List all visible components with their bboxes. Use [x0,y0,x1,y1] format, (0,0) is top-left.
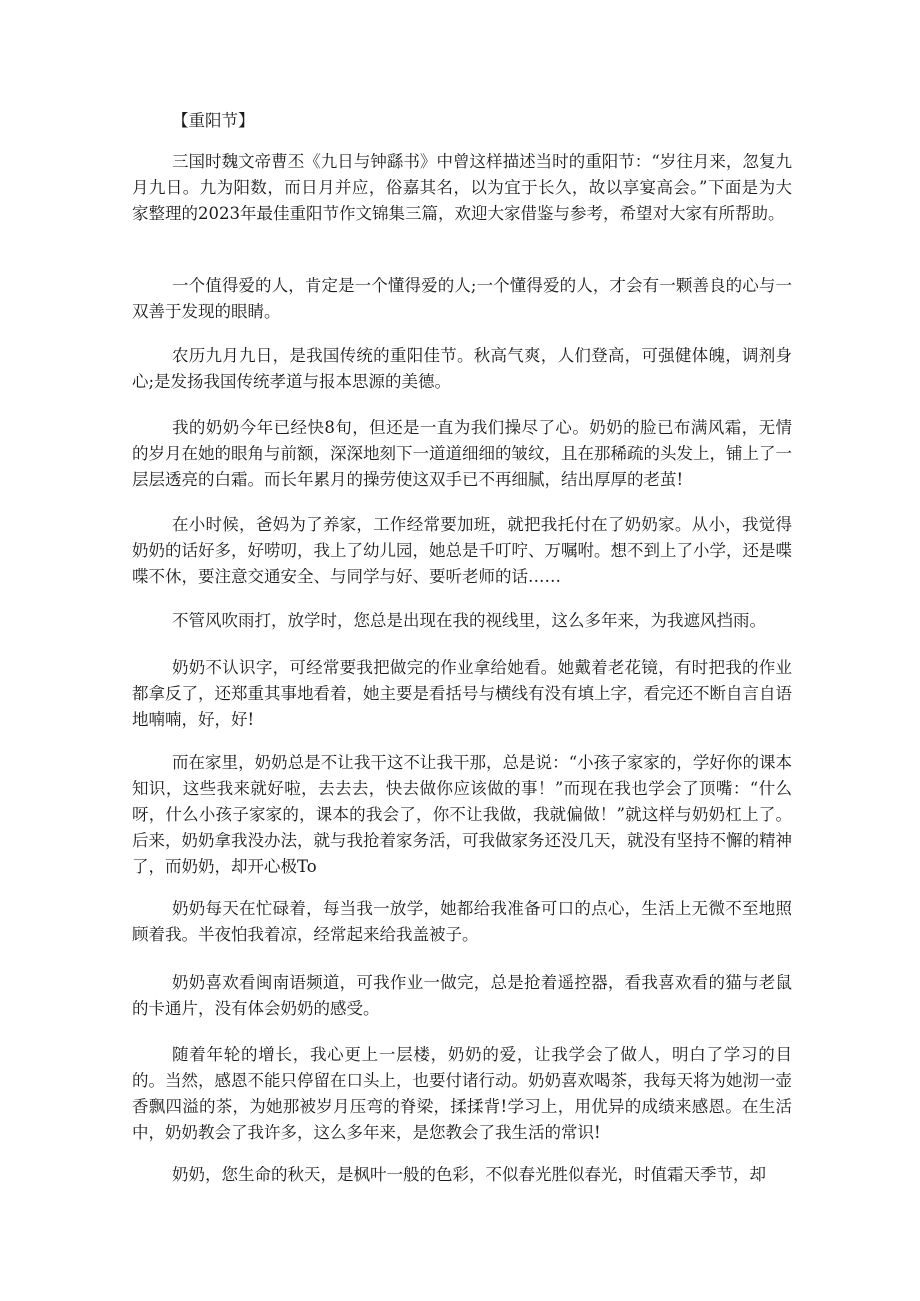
paragraph-10: 奶奶喜欢看闽南语频道，可我作业一做完，总是抢着遥控器，看我喜欢看的猫与老鼠的卡通片，没有体会奶奶的感受。 [132,973,792,1018]
paragraph-5: 在小时候，爸妈为了养家，工作经常要加班，就把我托付在了奶奶家。从小，我觉得奶奶的话好多，好唠叨，我上了幼儿园，她总是千叮咛、万嘱咐。想不到上了小学，还是喋喋不休，要注意交通安全、与同学与好、要听老师的话…… [132,515,792,586]
paragraph-6: 不管风吹雨打，放学时，您总是出现在我的视线里，这么多年来，为我遮风挡雨。 [172,611,766,630]
paragraph-intro: 三国时魏文帝曹丕《九日与钟繇书》中曾这样描述当时的重阳节：“岁往月来，忽复九月九日。九为阳数，而日月并应，俗嘉其名，以为宜于长久，故以享宴高会。”下面是为大家整理的2023年最佳重阳节作文锦集三篇，欢迎大家借鉴与参考，希望对大家有所帮助。 [132,152,792,223]
paragraph-7: 奶奶不认识字，可经常要我把做完的作业拿给她看。她戴着老花镜，有时把我的作业都拿反了，还郑重其事地看着，她主要是看括号与横线有没有填上字，看完还不断自言自语地喃喃，好，好! [132,658,792,729]
paragraph-11: 随着年轮的增长，我心更上一层楼，奶奶的爱，让我学会了做人，明白了学习的目的。当然，感恩不能只停留在口头上，也要付诸行动。奶奶喜欢喝茶，我每天将为她沏一壶香飘四溢的茶，为她那被岁月压弯的脊梁，揉揉背!学习上，用优异的成绩来感恩。在生活中，奶奶教会了我许多，这么多年来，是您教会了我生活的常识! [132,1045,792,1142]
paragraph-3: 农历九月九日，是我国传统的重阳佳节。秋高气爽，人们登高，可强健体魄，调剂身心;是发扬我国传统孝道与报本思源的美德。 [132,346,792,391]
paragraph-12: 奶奶，您生命的秋天，是枫叶一般的色彩，不似春光胜似春光，时值霜天季节，却 [172,1165,766,1184]
document-heading: 【重阳节】 [172,111,255,130]
paragraph-8: 而在家里，奶奶总是不让我干这不让我干那，总是说：“小孩子家家的，学好你的课本知识，这些我来就好啦，去去去，快去做你应该做的事！”而现在我也学会了顶嘴：“什么呀，什么小孩子家家的，课本的我会了，你不让我做，我就偏做！”就这样与奶奶杠上了。后来，奶奶拿我没办法，就与我抢着家务活，可我做家务还没几天，就没有坚持不懈的精神了，而奶奶，却开心极To [132,753,792,876]
paragraph-4: 我的奶奶今年已经快8旬，但还是一直为我们操尽了心。奶奶的脸已布满风霜，无情的岁月在她的眼角与前额，深深地刻下一道道细细的皱纹，且在那稀疏的头发上，铺上了一层层透亮的白霜。而长年累月的操劳使这双手已不再细腻，结出厚厚的老茧! [132,418,792,489]
paragraph-9: 奶奶每天在忙碌着，每当我一放学，她都给我准备可口的点心，生活上无微不至地照顾着我。半夜怕我着凉，经常起来给我盖被子。 [132,899,792,944]
paragraph-2: 一个值得爱的人，肯定是一个懂得爱的人;一个懂得爱的人，才会有一颗善良的心与一双善于发现的眼睛。 [132,276,792,321]
